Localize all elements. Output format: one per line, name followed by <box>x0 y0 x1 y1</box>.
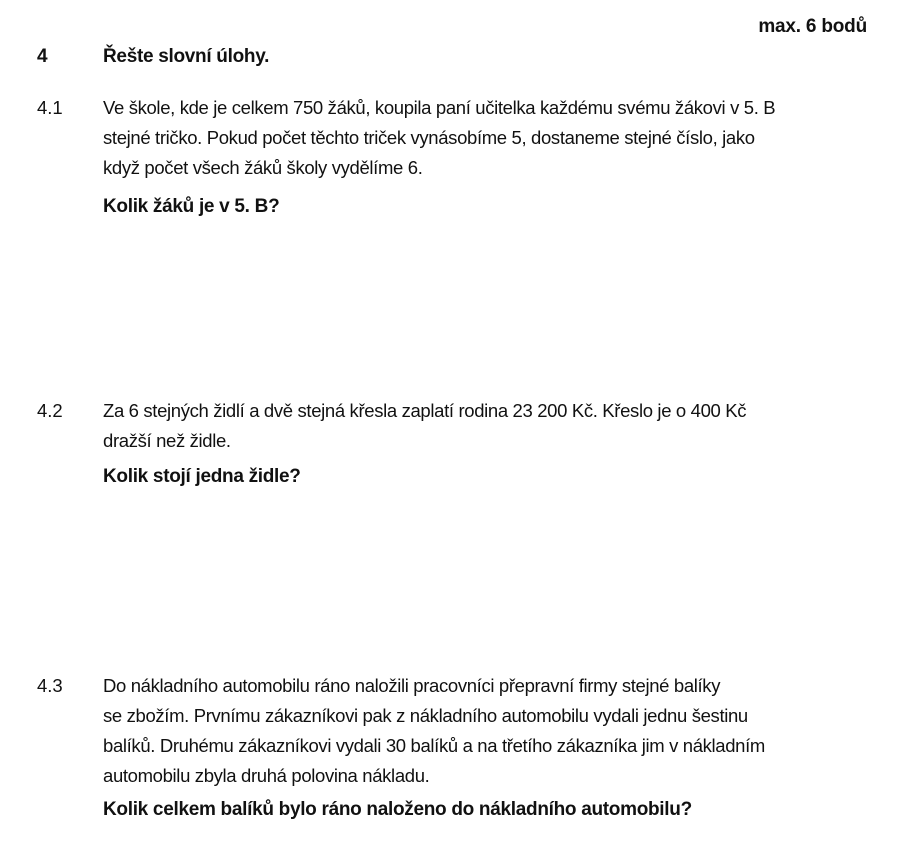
task-title: Řešte slovní úlohy. <box>103 46 270 67</box>
subtask-text <box>103 671 873 791</box>
subtask-4-2-question: Kolik stojí jedna židle? <box>103 466 301 487</box>
text-line: Do nákladního automobilu ráno naložili pracovníci přepravní firmy stejné balíky <box>103 675 721 696</box>
max-points-label: max. 6 bodů <box>758 16 867 37</box>
text-line: balíků. Druhému zákazníkovi vydali 30 balíků a na třetího zákazníka jim v nákladním <box>103 735 765 756</box>
subtask-4-3-question: Kolik celkem balíků bylo ráno naloženo do nákladního automobilu? <box>103 799 692 820</box>
task-number: 4 <box>37 46 48 67</box>
text-line: Za 6 stejných židlí a dvě stejná křesla zaplatí rodina 23 200 Kč. Křeslo je o 400 Kč <box>103 400 747 421</box>
subtask-number: 4.3 <box>37 675 63 696</box>
subtask-number: 4.2 <box>37 400 63 421</box>
text-line: se zbožím. Prvnímu zákazníkovi pak z nákladního automobilu vydali jednu šestinu <box>103 705 748 726</box>
text-line: když počet všech žáků školy vydělíme 6. <box>103 157 423 178</box>
text-line: automobilu zbyla druhá polovina nákladu. <box>103 765 430 786</box>
subtask-number: 4.1 <box>37 97 63 118</box>
subtask-4-1-question: Kolik žáků je v 5. B? <box>103 196 280 217</box>
text-line: stejné tričko. Pokud počet těchto triček vynásobíme 5, dostaneme stejné číslo, jako <box>103 127 755 148</box>
text-line: dražší než židle. <box>103 430 231 451</box>
subtask-text <box>103 396 873 456</box>
subtask-text <box>103 93 873 183</box>
text-line: Ve škole, kde je celkem 750 žáků, koupila paní učitelka každému svému žákovi v 5. B <box>103 97 776 118</box>
